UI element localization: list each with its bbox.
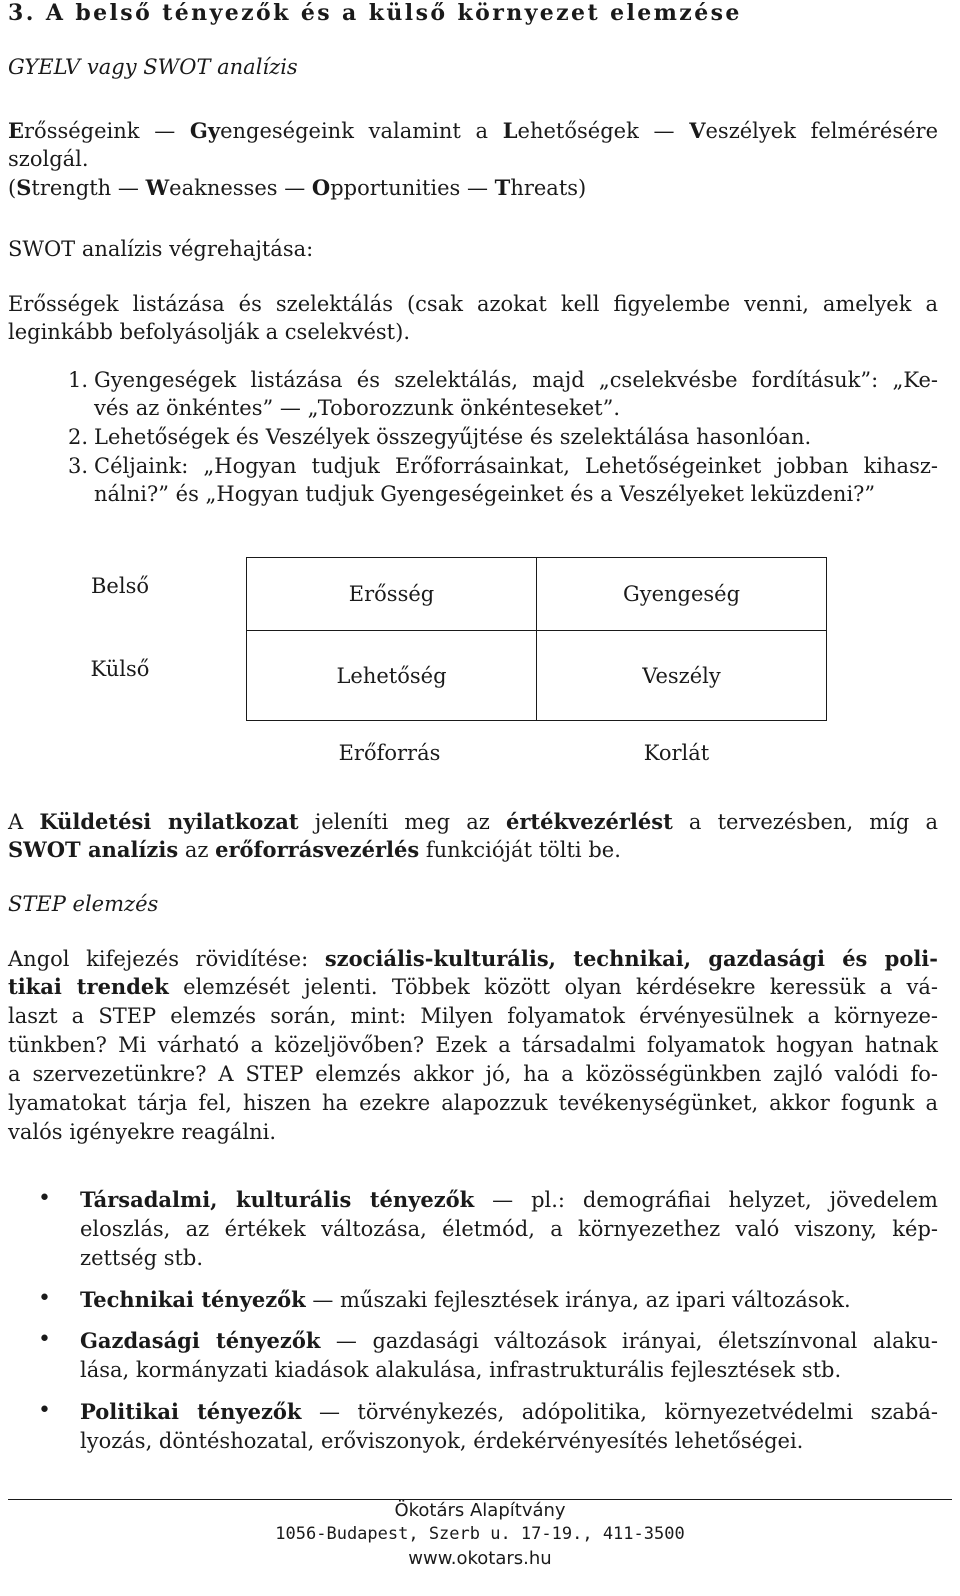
intro-line-1: Erősségeink — Gyengeségeink valamint a Lehetőségek — Veszélyek felmérésére [8,118,939,143]
step-text-line: Céljaink: „Hogyan tudjuk Erőforrásainkat, Lehetőségeinket jobban kihasz- [94,454,938,478]
paragraph-line: laszt a STEP elemzés során, mint: Milyen folyamatok érvényesülnek a környeze- [8,1004,938,1028]
bullet-line: lása, kormányzati kiadások alakulása, infrastrukturális fejlesztések stb. [80,1358,842,1382]
step-text-line: Gyengeségek listázása és szelektálás, majd „cselekvésbe fordításuk”: „Ke- [94,368,938,392]
step-text-line: Lehetőségek és Veszélyek összegyűjtése és szelektálása hasonlóan. [94,425,812,449]
mission-line-1: A Küldetési nyilatkozat jeleníti meg az értékvezérlést a tervezésben, míg a [8,809,938,834]
bullet-line: Gazdasági tényezők — gazdasági változások irányai, életszínvonal alaku- [80,1328,938,1353]
step-number: 3. [67,454,88,478]
matrix-bottom-limit: Korlát [643,741,710,765]
bullet-icon: • [38,1398,51,1423]
paragraph-line: tünkben? Mi várható a közeljövőben? Ezek a társadalmi folyamatok hogyan hatnak [8,1033,938,1057]
bullet-line: Technikai tényezők — műszaki fejlesztések iránya, az ipari változások. [80,1287,851,1312]
matrix-cell-opportunity: Lehetőség [247,631,537,721]
step-text-line: nálni?” és „Hogyan tudjuk Gyengeségeinket és a Veszélyeket leküzdeni?” [94,482,876,506]
bullet-icon: • [38,1327,51,1352]
footer-website-link[interactable]: www.okotars.hu [408,1548,552,1569]
bullet-line: zettség stb. [80,1246,204,1270]
bullet-line: lyozás, döntéshozatal, erőviszonyok, érdekérvényesítés lehetőségei. [80,1429,804,1453]
paragraph-line: a szervezetünkre? A STEP elemzés akkor jó, ha a közösségünkben zajló valódi fo- [8,1062,938,1086]
paragraph-line: Angol kifejezés rövidítése: szociális-kulturális, technikai, gazdasági és poli- [8,946,939,971]
matrix-cell-threat: Veszély [537,631,827,721]
intro-line-3: (Strength — Weaknesses — Opportunities — Threats) [8,175,587,200]
strengths-line-1: Erősségek listázása és szelektálás (csak azokat kell figyelembe venni, amelyek a [8,292,938,316]
page-heading: 3. A belső tényezők és a külső környezet elemzése [8,0,742,26]
step-number: 2. [67,425,88,449]
step-analysis-title: STEP elemzés [8,892,159,916]
step-text-line: vés az önkéntes” — „Toborozzunk önkénteseket”. [94,396,620,420]
step-number: 1. [67,368,88,392]
paragraph-line: valós igényekre reagálni. [8,1120,277,1144]
paragraph-line: lyamatokat tárja fel, hiszen ha ezekre alapozzuk tevékenységünket, akkor fogunk a [8,1091,938,1115]
swot-matrix [246,557,827,721]
strengths-line-2: leginkább befolyásolják a cselekvést). [8,320,410,344]
mission-line-2: SWOT analízis az erőforrásvezérlés funkcióját tölti be. [8,837,621,862]
matrix-row-label-external: Külső [90,657,150,681]
matrix-cell-weakness: Gyengeség [537,558,827,631]
bullet-line: Társadalmi, kulturális tényezők — pl.: demográfiai helyzet, jövedelem [80,1187,938,1212]
bullet-line: eloszlás, az értékek változása, életmód, a környezethez való viszony, kép- [80,1217,938,1241]
intro-line-2: szolgál. [8,147,89,171]
bullet-icon: • [38,1286,51,1311]
bullet-icon: • [38,1186,51,1211]
matrix-cell-strength: Erősség [247,558,537,631]
matrix-bottom-resource: Erőforrás [338,741,441,765]
swot-subtitle: GYELV vagy SWOT analízis [8,55,298,79]
execution-label: SWOT analízis végrehajtása: [8,237,314,261]
bullet-line: Politikai tényezők — törvénykezés, adópolitika, környezetvédelmi szabá- [80,1399,938,1424]
footer-organization: Ökotárs Alapítvány [394,1500,566,1521]
matrix-row-label-internal: Belső [91,574,149,598]
footer-address: 1056-Budapest, Szerb u. 17-19., 411-3500 [275,1524,685,1544]
paragraph-line: tikai trendek elemzését jelenti. Többek között olyan kérdésekre keressük a vá- [8,974,938,999]
